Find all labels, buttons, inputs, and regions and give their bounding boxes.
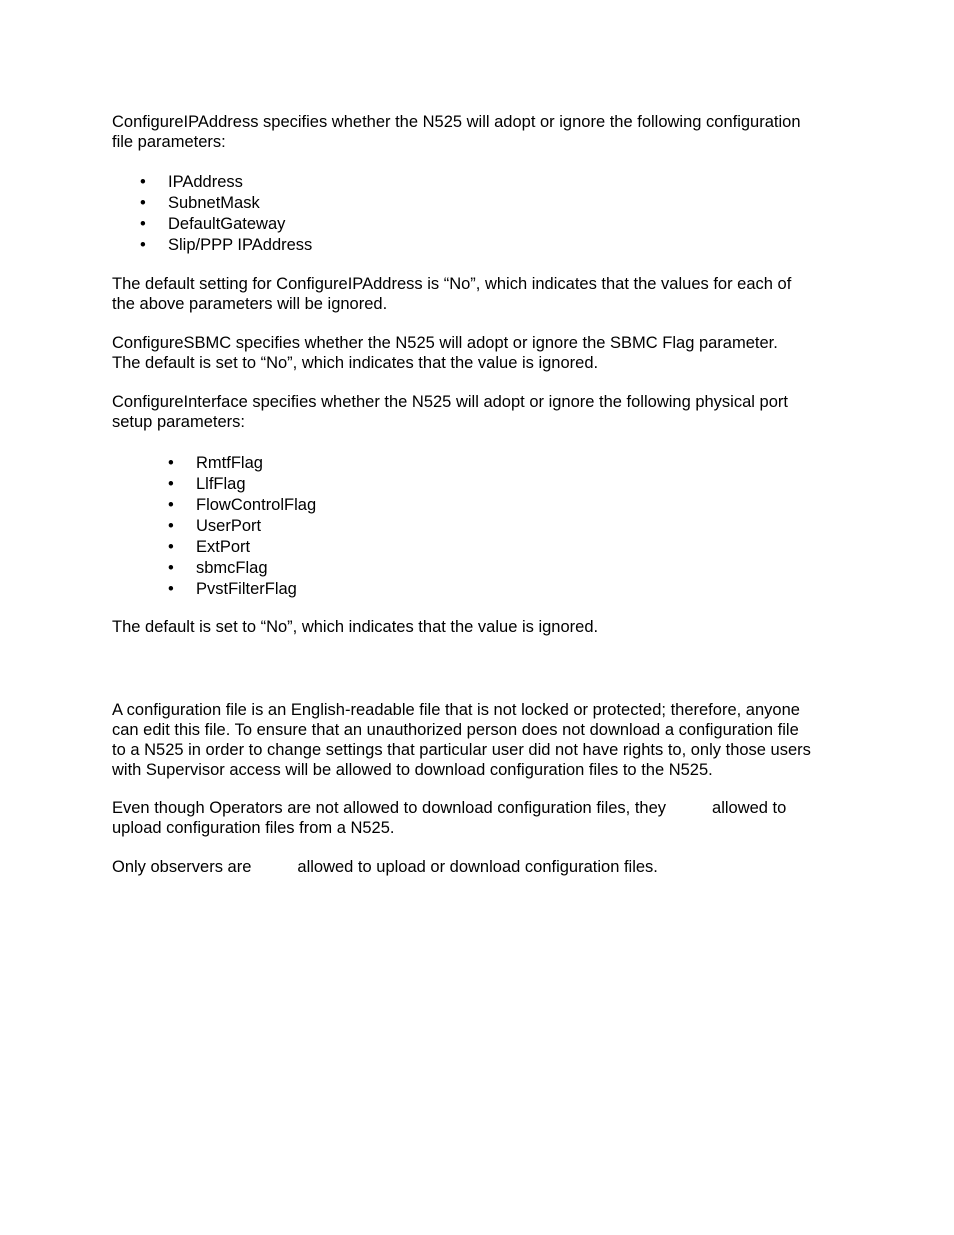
intro-line-1: ConfigureIPAddress specifies whether the N525 will adopt or ignore the following configuration: [112, 113, 801, 131]
bullet-icon: •: [168, 538, 174, 556]
intro-paragraph: [112, 112, 852, 152]
list-item: • SubnetMask: [140, 194, 260, 212]
list-item: • PvstFilterFlag: [168, 580, 297, 598]
bullet-icon: •: [168, 559, 174, 577]
bullet-icon: •: [140, 173, 146, 191]
security-paragraph: A configuration file is an English-readable file that is not locked or protected; therefore, anyone can edit this file. To ensure that an unauthorized person does not download a configuration file to a N525 in order to change settings that particular user did not have rights to, only those users with Supervisor access will be allowed to download configuration files to the N525.: [112, 701, 811, 779]
bullet-icon: •: [140, 236, 146, 254]
intro-line-2: file parameters:: [112, 133, 226, 151]
list-item: • DefaultGateway: [140, 215, 286, 233]
interface-default-paragraph: The default is set to “No”, which indicates that the value is ignored.: [112, 618, 599, 636]
bullet-icon: •: [168, 496, 174, 514]
ip-default-paragraph: The default setting for ConfigureIPAddress is “No”, which indicates that the values for each of the above parameters will be ignored.: [112, 275, 792, 313]
observers-paragraph: Only observers are allowed to upload or download configuration files.: [112, 858, 658, 876]
list-item: • LlfFlag: [168, 475, 246, 493]
bullet-icon: •: [168, 454, 174, 472]
list-item: • ExtPort: [168, 538, 251, 556]
list-item: • sbmcFlag: [168, 559, 268, 577]
interface-paragraph: ConfigureInterface specifies whether the N525 will adopt or ignore the following physical port setup parameters:: [112, 393, 788, 431]
bullet-icon: •: [168, 475, 174, 493]
list-item: • IPAddress: [140, 173, 243, 191]
ip-params-list: [140, 172, 313, 256]
interface-params-list: [168, 453, 317, 600]
list-item: • UserPort: [168, 517, 262, 535]
bullet-icon: •: [140, 215, 146, 233]
bullet-icon: •: [168, 580, 174, 598]
operators-paragraph: Even though Operators are not allowed to download configuration files, they allowed to upload configuration files from a N525.: [112, 799, 787, 837]
sbmc-paragraph: ConfigureSBMC specifies whether the N525 will adopt or ignore the SBMC Flag parameter. The default is set to “No”, which indicates that the value is ignored.: [112, 334, 778, 372]
bullet-icon: •: [140, 194, 146, 212]
list-item: • Slip/PPP IPAddress: [140, 236, 313, 254]
bullet-icon: •: [168, 517, 174, 535]
list-item: • RmtfFlag: [168, 454, 263, 472]
list-item: • FlowControlFlag: [168, 496, 317, 514]
